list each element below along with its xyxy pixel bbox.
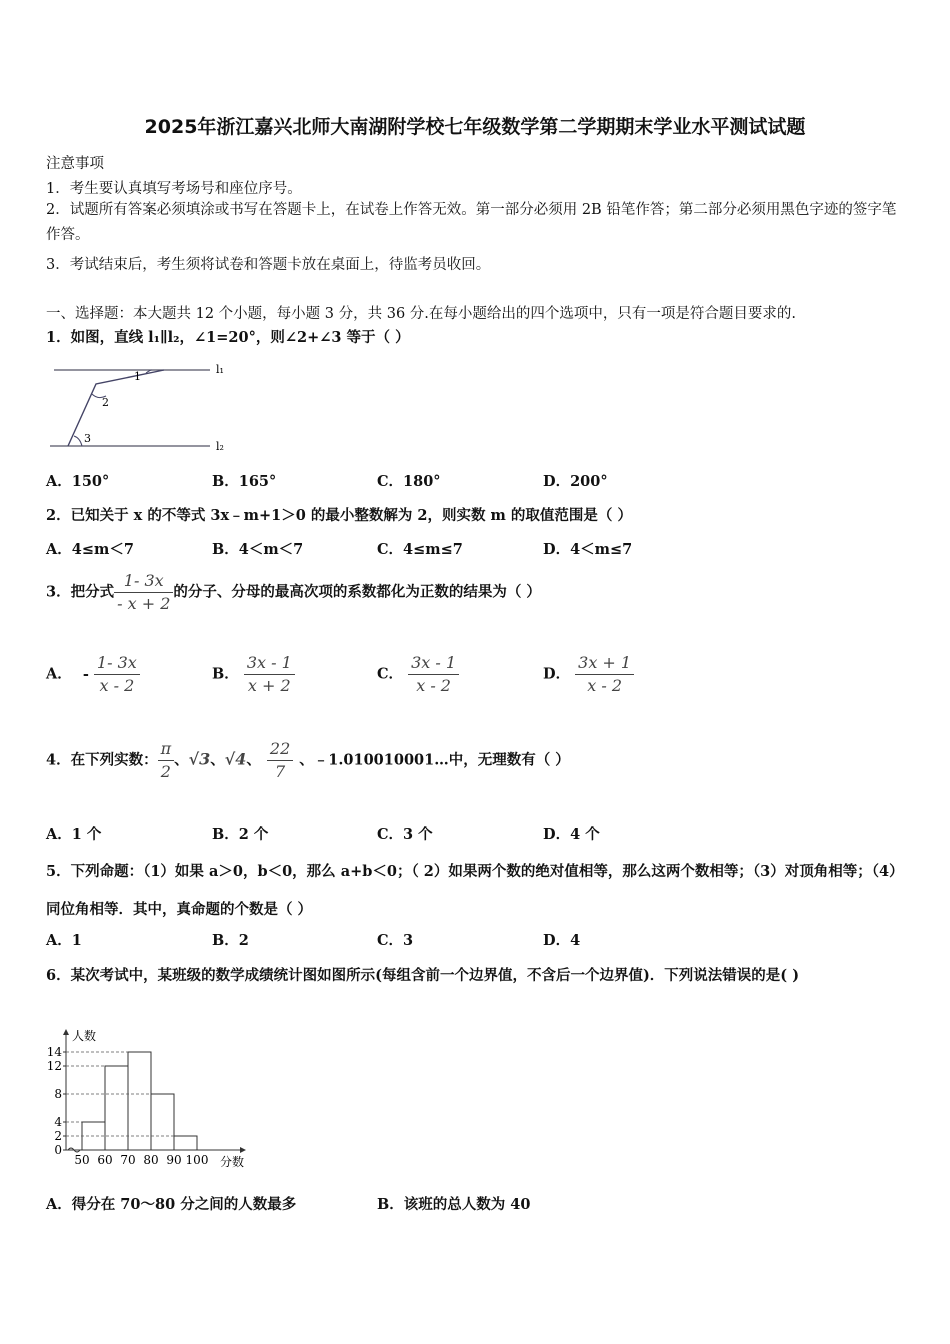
y-tick-label: 0 bbox=[54, 1143, 62, 1157]
notice-heading: 注意事项 bbox=[46, 156, 104, 172]
q4-sep-3: 、 bbox=[246, 751, 261, 769]
q4-frac-pi bbox=[158, 738, 175, 783]
q1-label-angle3: 3 bbox=[84, 432, 91, 445]
q3-option-b bbox=[212, 652, 295, 697]
q4-option-c: C．3 个 bbox=[377, 826, 433, 843]
q3-option-d-label: D． bbox=[543, 665, 571, 683]
q3-option-b-num: 3x - 1 bbox=[246, 653, 292, 672]
x-tick-label: 100 bbox=[185, 1153, 209, 1167]
q3-prefix: 3．把分式 bbox=[46, 583, 115, 601]
y-axis-label: 人数 bbox=[72, 1029, 97, 1043]
y-tick-label: 4 bbox=[54, 1115, 62, 1129]
q4-stem bbox=[46, 738, 570, 783]
histogram-bar bbox=[151, 1094, 174, 1150]
q3-option-b-fraction bbox=[244, 652, 295, 697]
q4-option-b: B．2 个 bbox=[212, 826, 269, 843]
q3-option-c-label: C． bbox=[377, 665, 404, 683]
q3-option-b-den: x + 2 bbox=[244, 674, 295, 697]
q3-option-c-fraction bbox=[408, 652, 459, 697]
q5-option-d: D．4 bbox=[543, 932, 581, 949]
q3-option-a-fraction bbox=[94, 652, 140, 697]
q3-option-a-sign: - bbox=[82, 665, 89, 683]
q6-stem: 6．某次考试中，某班级的数学成绩统计图如图所示(每组含前一个边界值，不含后一个边界值)．下列说法错误的是( ) bbox=[46, 967, 800, 984]
q1-label-angle1: 1 bbox=[134, 370, 141, 383]
q2-option-c: C．4≤m≤7 bbox=[377, 541, 463, 558]
q3-frac-den: - x + 2 bbox=[114, 592, 173, 615]
q4-pi-den: 2 bbox=[158, 760, 175, 783]
notice-item-2: 2．试题所有答案必须填涂或书写在答题卡上，在试卷上作答无效。第一部分必须用 2B 铅笔作答；第二部分必须用黑色字迹的签字笔作答。 bbox=[46, 202, 897, 243]
q1-option-c: C．180° bbox=[377, 473, 441, 490]
q5-option-a: A．1 bbox=[46, 932, 82, 949]
q6-option-b: B．该班的总人数为 40 bbox=[377, 1196, 531, 1213]
q3-option-c bbox=[377, 652, 459, 697]
q3-option-d-den: x - 2 bbox=[575, 674, 634, 697]
y-axis-arrow bbox=[63, 1029, 69, 1035]
q5-option-c: C．3 bbox=[377, 932, 414, 949]
q2-option-d: D．4＜m≤7 bbox=[543, 541, 633, 558]
q3-option-a-label: A． bbox=[46, 665, 72, 683]
q3-option-d-num: 3x + 1 bbox=[578, 653, 632, 672]
section-heading: 一、选择题：本大题共 12 个小题，每小题 3 分，共 36 分.在每小题给出的四个选项中，只有一项是符合题目要求的. bbox=[46, 306, 796, 322]
x-tick-label: 60 bbox=[97, 1153, 113, 1167]
histogram-bar bbox=[174, 1136, 197, 1150]
q3-option-a bbox=[46, 652, 140, 697]
q3-option-a-num: 1- 3x bbox=[96, 653, 137, 672]
q4-f-den: 7 bbox=[267, 760, 293, 783]
q3-option-d bbox=[543, 652, 634, 697]
q3-stem bbox=[46, 570, 541, 615]
histogram-chart bbox=[44, 1026, 264, 1176]
page-title: 2025年浙江嘉兴北师大南湖附学校七年级数学第二学期期末学业水平测试试题 bbox=[144, 116, 806, 138]
q1-stem: 1．如图，直线 l₁∥l₂，∠1=20°，则∠2+∠3 等于（ ） bbox=[46, 329, 410, 346]
q3-option-c-den: x - 2 bbox=[408, 674, 459, 697]
q4-option-a: A．1 个 bbox=[46, 826, 102, 843]
q3-fraction bbox=[114, 570, 173, 615]
histogram-bar bbox=[105, 1066, 128, 1150]
q3-option-c-num: 3x - 1 bbox=[411, 653, 457, 672]
q4-sep-1: 、 bbox=[174, 751, 189, 769]
q2-option-b: B．4＜m＜7 bbox=[212, 541, 304, 558]
q1-option-d: D．200° bbox=[543, 473, 608, 490]
q5-stem: 5．下列命题：（1）如果 a＞0，b＜0，那么 a+b＜0；（ 2）如果两个数的绝对值相等，那么这两个数相等；（3）对顶角相等；（4）同位角相等．其中，真命题的个数是（ ） bbox=[46, 863, 904, 918]
notice-item-3: 3．考试结束后，考生须将试卷和答题卡放在桌面上，待监考员收回。 bbox=[46, 257, 491, 273]
histogram-bar bbox=[128, 1052, 151, 1150]
q4-sqrt3: √3 bbox=[188, 749, 211, 769]
q4-sep-2: 、 bbox=[210, 751, 225, 769]
q1-label-l2: l₂ bbox=[216, 440, 224, 453]
q4-pi-num: π bbox=[160, 739, 172, 758]
y-tick-label: 2 bbox=[54, 1129, 62, 1143]
notice-item-1: 1．考生要认真填写考场号和座位序号。 bbox=[46, 181, 302, 197]
q4-option-d: D．4 个 bbox=[543, 826, 600, 843]
x-tick-label: 70 bbox=[120, 1153, 136, 1167]
q4-prefix: 4．在下列实数： bbox=[46, 751, 158, 769]
q2-option-a: A．4≤m＜7 bbox=[46, 541, 134, 558]
q2-stem: 2．已知关于 x 的不等式 3x﹣m+1＞0 的最小整数解为 2，则实数 m 的取值范围是（ ） bbox=[46, 507, 632, 524]
q4-suffix: 、﹣1.010010001…中，无理数有（ ） bbox=[299, 751, 570, 769]
q4-sqrt4: √4 bbox=[224, 749, 247, 769]
q3-frac-num: 1- 3x bbox=[123, 571, 164, 590]
q6-option-a: A．得分在 70～80 分之间的人数最多 bbox=[46, 1196, 297, 1213]
y-tick-label: 14 bbox=[46, 1045, 62, 1059]
q3-suffix: 的分子、分母的最高次项的系数都化为正数的结果为（ ） bbox=[173, 583, 541, 601]
q1-figure bbox=[46, 356, 236, 456]
q1-label-angle2: 2 bbox=[102, 396, 109, 409]
x-tick-label: 90 bbox=[166, 1153, 182, 1167]
q1-label-l1: l₁ bbox=[216, 363, 224, 376]
y-tick-label: 12 bbox=[46, 1059, 62, 1073]
q3-option-d-fraction bbox=[575, 652, 634, 697]
x-axis-label: 分数 bbox=[220, 1155, 245, 1169]
q1-option-b: B．165° bbox=[212, 473, 277, 490]
x-axis-arrow bbox=[240, 1147, 246, 1153]
q5-option-b: B．2 bbox=[212, 932, 249, 949]
q4-f-num: 22 bbox=[269, 739, 291, 758]
q3-option-a-den: x - 2 bbox=[94, 674, 140, 697]
y-tick-label: 8 bbox=[54, 1087, 62, 1101]
x-tick-label: 50 bbox=[74, 1153, 90, 1167]
x-tick-label: 80 bbox=[143, 1153, 159, 1167]
q3-option-b-label: B． bbox=[212, 665, 239, 683]
q4-frac-22-7 bbox=[267, 738, 293, 783]
q1-option-a: A．150° bbox=[46, 473, 110, 490]
